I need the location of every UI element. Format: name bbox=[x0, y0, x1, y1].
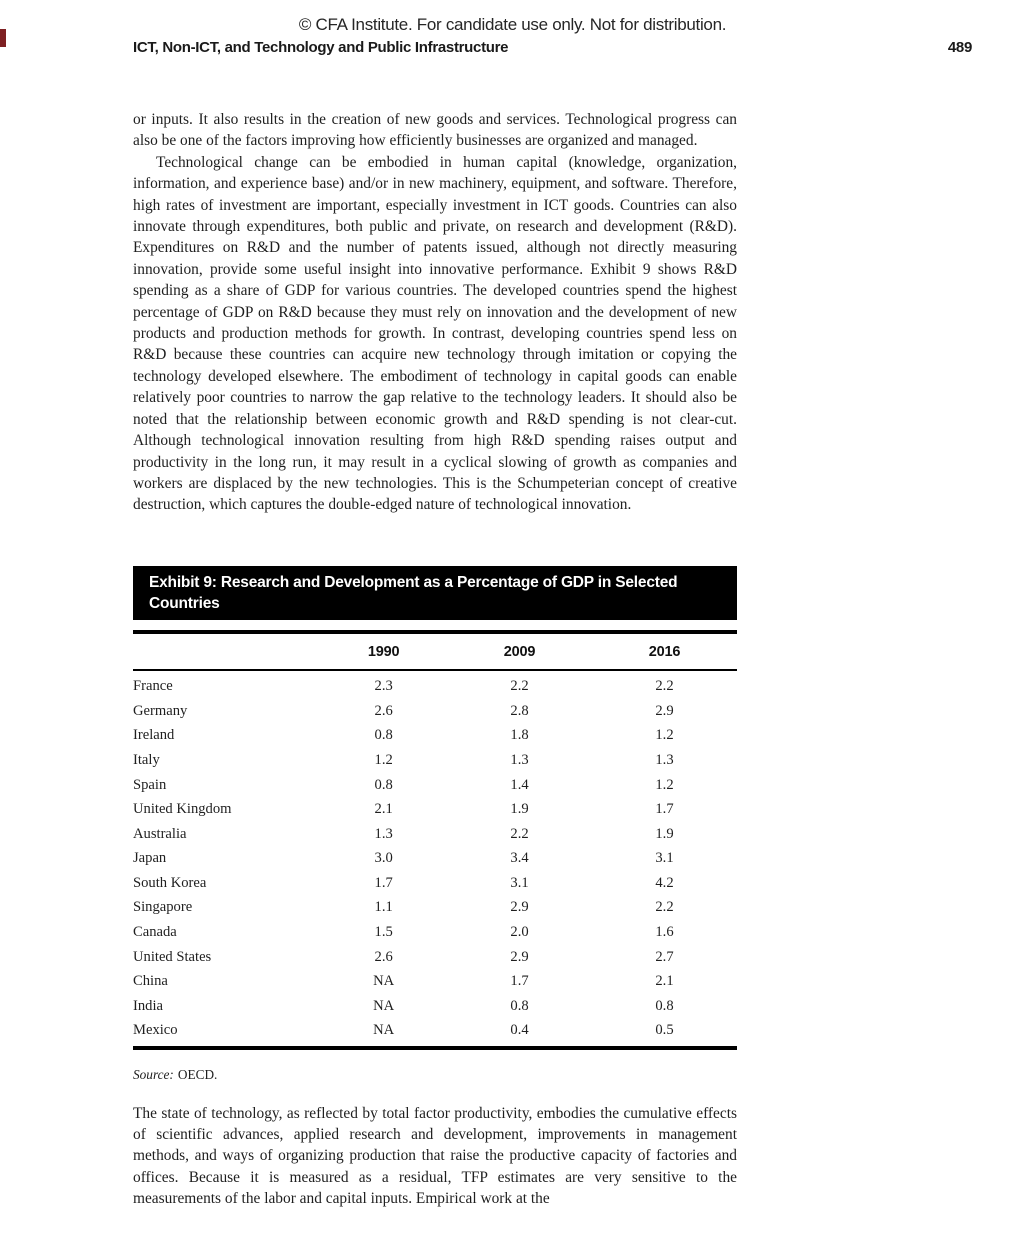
exhibit-title-banner bbox=[133, 566, 737, 620]
country-cell: Mexico bbox=[133, 1022, 178, 1039]
table-header-row bbox=[133, 634, 737, 670]
country-cell: Italy bbox=[133, 751, 160, 768]
value-cell: 2.2 bbox=[655, 899, 674, 916]
page-header bbox=[133, 39, 972, 56]
value-cell: 1.7 bbox=[655, 801, 674, 818]
exhibit-title-line1: Exhibit 9: Research and Development as a Percentage of GDP in Selected bbox=[149, 573, 678, 591]
value-cell: 1.2 bbox=[655, 776, 674, 793]
value-cell: 1.2 bbox=[374, 751, 393, 768]
table-row bbox=[133, 724, 737, 749]
table-row bbox=[133, 748, 737, 773]
table-row bbox=[133, 846, 737, 871]
country-cell: Canada bbox=[133, 924, 177, 941]
table-header bbox=[133, 634, 737, 670]
country-cell: Spain bbox=[133, 776, 167, 793]
value-cell: 0.4 bbox=[510, 1022, 529, 1039]
exhibit-9 bbox=[133, 566, 737, 1086]
country-cell: United States bbox=[133, 948, 212, 965]
value-cell: 2.7 bbox=[655, 948, 674, 965]
country-cell: Ireland bbox=[133, 727, 175, 744]
table-row bbox=[133, 920, 737, 945]
country-cell: Germany bbox=[133, 702, 188, 719]
source-value: OECD. bbox=[177, 1067, 218, 1083]
main-content bbox=[133, 109, 737, 1210]
table-row bbox=[133, 969, 737, 994]
value-cell: 3.0 bbox=[374, 850, 393, 867]
paragraph-1: or inputs. It also results in the creation of new goods and services. Technological progress can also be one of the factors improving how efficiently businesses are organized and managed. bbox=[133, 111, 737, 150]
value-cell: 0.8 bbox=[374, 727, 393, 744]
value-cell: 1.8 bbox=[510, 727, 529, 744]
value-cell: 1.3 bbox=[655, 751, 674, 768]
value-cell: 1.3 bbox=[510, 751, 529, 768]
col-header-country bbox=[133, 634, 320, 670]
value-cell: 1.7 bbox=[510, 973, 529, 990]
value-cell: 0.8 bbox=[510, 997, 529, 1014]
value-cell: 2.9 bbox=[510, 948, 529, 965]
value-cell: 2.0 bbox=[510, 924, 529, 941]
paragraph-3: The state of technology, as reflected by total factor productivity, embodies the cumulative effects of scientific advances, applied research and development, improvements in management methods, and ways of organizing production that raise the productive capacity of factories and offices. Because it is measured as a residual, TFP estimates are very sensitive to the measurements of the labor and capital inputs. Empirical work at the bbox=[133, 1104, 737, 1208]
exhibit-title-line2: Countries bbox=[149, 594, 220, 612]
paragraph-2: Technological change can be embodied in human capital (knowledge, organization, information, and experience base) and/or in new machinery, equipment, and software. Therefore, high rates of investment are important, especially investment in ICT goods. Countries can also innovate through expenditures, both public and private, on research and development (R&D). Expenditures on R&D and the number of patents issued, although not directly measuring innovation, provide some useful insight into innovative performance. Exhibit 9 shows R&D spending as a share of GDP for various countries. The developed countries spend the highest percentage of GDP on R&D because they must rely on innovation and the development of new products and production methods for growth. In contrast, developing countries spend less on R&D because these countries can acquire new technology through imitation or copying the technology developed elsewhere. The embodiment of technology in capital goods can enable relatively poor countries to narrow the gap relative to the technology leaders. It should also be noted that the relationship between economic growth and R&D spending is not clear-cut. Although technological innovation resulting from high R&D spending raises output and productivity in the long run, it may result in a cyclical slowing of growth as companies and workers are displaced by the new technologies. This is the Schumpeterian concept of creative destruction, which captures the double-edged nature of technological innovation. bbox=[133, 153, 737, 514]
country-cell: South Korea bbox=[133, 874, 207, 891]
value-cell: 3.1 bbox=[655, 850, 674, 867]
page-edge-mark bbox=[0, 29, 6, 47]
table-row bbox=[133, 994, 737, 1019]
value-cell: 2.9 bbox=[510, 899, 529, 916]
value-cell: 3.4 bbox=[510, 850, 529, 867]
value-cell: 0.5 bbox=[655, 1022, 674, 1039]
table-row bbox=[133, 822, 737, 847]
country-cell: China bbox=[133, 973, 168, 990]
source-label: Source: bbox=[133, 1067, 174, 1083]
value-cell: 2.2 bbox=[655, 678, 674, 695]
value-cell: 1.4 bbox=[510, 776, 529, 793]
table-row bbox=[133, 1019, 737, 1044]
country-cell: Singapore bbox=[133, 899, 193, 916]
value-cell: 1.2 bbox=[655, 727, 674, 744]
table-row bbox=[133, 896, 737, 921]
value-cell: 1.6 bbox=[655, 924, 674, 941]
value-cell: 2.6 bbox=[374, 948, 393, 965]
col-header-2009: 2009 bbox=[447, 634, 592, 670]
value-cell: 1.5 bbox=[374, 924, 393, 941]
value-cell: 0.8 bbox=[374, 776, 393, 793]
col-header-2016: 2016 bbox=[592, 634, 737, 670]
value-cell: NA bbox=[373, 973, 395, 990]
table-body bbox=[133, 670, 737, 1043]
exhibit-table-frame bbox=[133, 630, 737, 1051]
exhibit-table bbox=[133, 634, 737, 1044]
value-cell: 2.9 bbox=[655, 702, 674, 719]
table-row bbox=[133, 871, 737, 896]
value-cell: 3.1 bbox=[510, 874, 529, 891]
value-cell: 2.8 bbox=[510, 702, 529, 719]
country-cell: India bbox=[133, 997, 163, 1014]
country-cell: Japan bbox=[133, 850, 167, 867]
country-cell: United Kingdom bbox=[133, 801, 232, 818]
country-cell: Australia bbox=[133, 825, 187, 842]
value-cell: 2.2 bbox=[510, 825, 529, 842]
value-cell: 1.7 bbox=[374, 874, 393, 891]
value-cell: 4.2 bbox=[655, 874, 674, 891]
value-cell: 1.1 bbox=[374, 899, 393, 916]
value-cell: 0.8 bbox=[655, 997, 674, 1014]
table-row bbox=[133, 699, 737, 724]
value-cell: 2.1 bbox=[655, 973, 674, 990]
table-row bbox=[133, 945, 737, 970]
value-cell: 2.1 bbox=[374, 801, 393, 818]
value-cell: 2.3 bbox=[374, 678, 393, 695]
value-cell: 1.9 bbox=[655, 825, 674, 842]
value-cell: 2.2 bbox=[510, 678, 529, 695]
source-note bbox=[133, 1064, 737, 1085]
value-cell: 1.9 bbox=[510, 801, 529, 818]
value-cell: NA bbox=[373, 1022, 395, 1039]
table-row bbox=[133, 773, 737, 798]
col-header-1990: 1990 bbox=[320, 634, 447, 670]
value-cell: 1.3 bbox=[374, 825, 393, 842]
running-title: ICT, Non-ICT, and Technology and Public Infrastructure bbox=[133, 39, 509, 56]
copyright-notice: © CFA Institute. For candidate use only. Not for distribution. bbox=[298, 15, 727, 34]
table-row bbox=[133, 797, 737, 822]
value-cell: NA bbox=[373, 997, 395, 1014]
country-cell: France bbox=[133, 678, 173, 695]
page-number: 489 bbox=[947, 39, 972, 56]
table-row bbox=[133, 670, 737, 699]
value-cell: 2.6 bbox=[374, 702, 393, 719]
